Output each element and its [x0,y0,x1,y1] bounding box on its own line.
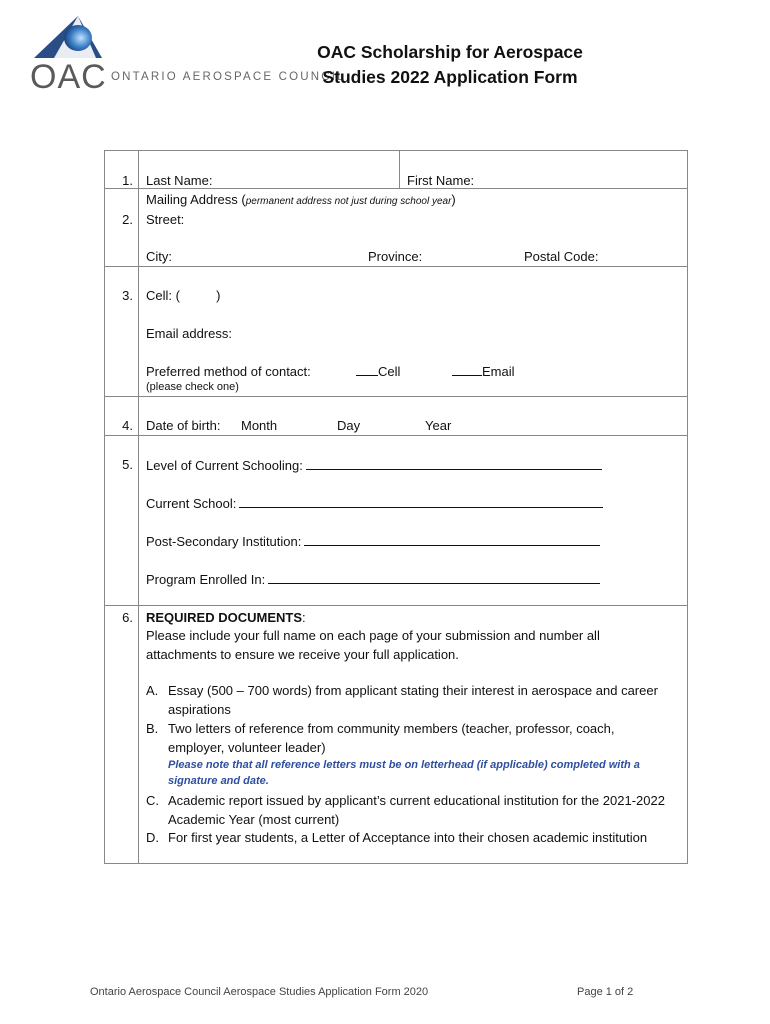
city-field[interactable]: City: [146,249,172,264]
row-divider [105,188,687,189]
contact-email-label: Email [482,364,515,379]
list-text: Essay (500 – 700 words) from applicant stating their interest in aerospace and career aspirations [168,683,658,717]
program-line [268,571,600,584]
post-secondary-line [304,533,600,546]
page-title [300,40,600,90]
list-marker: A. [146,683,159,698]
current-school-field[interactable] [146,495,603,511]
dob-label: Date of birth: [146,418,221,433]
row-number: 3. [122,288,133,303]
column-divider [138,151,139,863]
first-name-field[interactable]: First Name: [407,173,475,188]
row-number: 4. [122,418,133,433]
title-line-1: OAC Scholarship for Aerospace [317,42,583,62]
required-docs-colon: : [302,610,306,625]
schooling-level-field[interactable] [146,457,602,473]
street-field[interactable]: Street: [146,212,185,227]
list-text: Two letters of reference from community members (teacher, professor, coach, employer, volunteer leader) [168,721,615,755]
list-marker: B. [146,721,159,736]
program-label: Program Enrolled In: [146,572,266,587]
email-checkbox-line [452,365,482,376]
check-one-hint: (please check one) [146,381,239,393]
contact-email-option[interactable] [452,364,515,379]
post-secondary-field[interactable] [146,533,600,549]
reference-letter-note: Please note that all reference letters must be on letterhead (if applicable) completed with a signature and date. [168,759,640,787]
row-number: 2. [122,212,133,227]
required-docs-intro: Please include your full name on each page of your submission and number all attachments to ensure we receive your full application. [146,628,600,662]
schooling-level-line [306,457,602,470]
list-marker: D. [146,830,159,845]
mailing-address-label [146,192,456,207]
schooling-level-label: Level of Current Schooling: [146,458,303,473]
list-marker: C. [146,793,159,808]
list-text: For first year students, a Letter of Acceptance into their chosen academic institution [168,830,648,845]
name-divider [399,151,400,188]
application-form-table [104,150,688,864]
required-docs-title: REQUIRED DOCUMENTS [146,610,303,625]
dob-month-field[interactable]: Month [241,418,278,433]
page-number: Page 1 of 2 [577,986,634,998]
preferred-contact-label: Preferred method of contact: [146,364,311,379]
mailing-label: Mailing Address ( [146,192,246,207]
logo-subtext: ONTARIO AEROSPACE COUNCIL [111,71,346,83]
email-field[interactable]: Email address: [146,326,232,341]
cell-checkbox-line [356,365,378,376]
current-school-label: Current School: [146,496,237,511]
row-divider [105,605,687,606]
row-number: 5. [122,457,133,472]
current-school-line [239,495,603,508]
postal-code-field[interactable]: Postal Code: [524,249,599,264]
last-name-field[interactable]: Last Name: [146,173,213,188]
title-line-2: Studies 2022 Application Form [322,67,578,87]
row-divider [105,435,687,436]
dob-year-field[interactable]: Year [425,418,452,433]
row-divider [105,266,687,267]
oac-logo [28,14,346,96]
contact-cell-option[interactable] [356,364,400,379]
row-divider [105,396,687,397]
row-number: 6. [122,610,133,625]
mailing-note: permanent address not just during school year [245,196,452,207]
dob-day-field[interactable]: Day [337,418,361,433]
logo-triangle-icon [32,14,104,60]
row-number: 1. [122,173,133,188]
cell-field[interactable]: Cell: ( ) [146,288,221,303]
list-text: Academic report issued by applicant’s current educational institution for the 2021-2022 Academic Year (most current) [168,793,665,827]
logo-wordmark: OAC [30,58,107,96]
contact-cell-label: Cell [378,364,401,379]
program-field[interactable] [146,571,600,587]
required-docs-heading [146,610,306,625]
post-secondary-label: Post-Secondary Institution: [146,534,302,549]
province-field[interactable]: Province: [368,249,423,264]
mailing-close: ) [451,192,456,207]
footer-left: Ontario Aerospace Council Aerospace Studies Application Form 2020 [90,986,429,998]
